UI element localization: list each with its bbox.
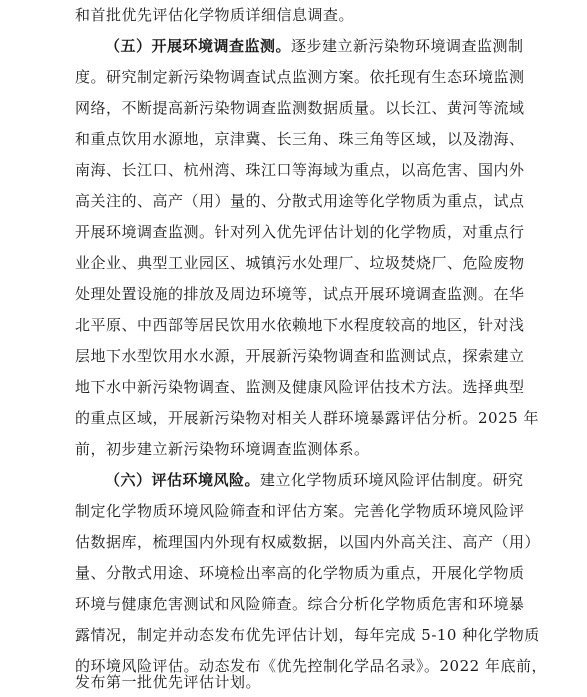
paragraph-line — [75, 248, 525, 278]
line-text: 层地下水型饮用水水源，开展新污染物调查和监测试点，探索建立 — [75, 347, 525, 365]
paragraph-line — [75, 434, 515, 464]
section-heading-6: （六）评估环境风险。 — [105, 471, 261, 489]
paragraph-line — [75, 217, 525, 247]
line-text: 北平原、中西部等居民饮用水依赖地下水程度较高的地区，针对浅 — [75, 316, 525, 334]
line-text: 和首批优先评估化学物质详细信息调查。 — [75, 6, 355, 24]
paragraph-line — [75, 620, 540, 650]
paragraph-line — [75, 279, 525, 309]
paragraph-line — [75, 341, 525, 371]
line-text: 地下水中新污染物调查、监测及健康风险评估技术方法。选择典型 — [75, 378, 525, 396]
line-text: 和重点饮用水源地，京津冀、长三角、珠三角等区域，以及渤海、 — [75, 130, 525, 148]
paragraph-line — [75, 527, 541, 557]
line-text: 业企业、典型工业园区、城镇污水处理厂、垃圾焚烧厂、危险废物 — [75, 254, 525, 272]
line-text: 开展环境调查监测。针对列入优先评估计划的化学物质，对重点行 — [75, 223, 525, 241]
section-heading-5: （五）开展环境调查监测。 — [105, 37, 292, 55]
line-text: 前，初步建立新污染物环境调查监测体系。 — [75, 440, 370, 458]
paragraph-line — [75, 667, 515, 697]
paragraph-line — [75, 0, 515, 30]
paragraph-line — [75, 558, 525, 588]
line-text: 发布第一批优先评估计划。 — [75, 673, 262, 691]
paragraph-line — [75, 124, 525, 154]
line-text: 估数据库，梳理国内外现有权威数据，以国内外高关注、高产（用） — [75, 533, 541, 551]
line-text: 制定化学物质环境风险筛查和评估方案。完善化学物质环境风险评 — [75, 502, 525, 520]
section-heading-line — [105, 465, 524, 495]
paragraph-line — [75, 496, 525, 526]
line-text: 网络，不断提高新污染物调查监测数据质量。以长江、黄河等流域 — [75, 99, 525, 117]
line-text: 南海、长江口、杭州湾、珠江口等海域为重点，以高危害、国内外 — [75, 161, 525, 179]
paragraph-line — [75, 62, 525, 92]
line-text: 逐步建立新污染物环境调查监测制 — [291, 37, 524, 55]
paragraph-line — [75, 403, 539, 433]
paragraph-line — [75, 589, 525, 619]
line-text: 的环境风险评估。动态发布《优先控制化学品名录》。2022 年底前， — [75, 657, 547, 675]
line-text: 的重点区域，开展新污染物对相关人群环境暴露评估分析。2025 年 — [75, 409, 539, 427]
line-text: 高关注的、高产（用）量的、分散式用途等化学物质为重点，试点 — [75, 192, 525, 210]
paragraph-line — [75, 155, 525, 185]
line-text: 露情况，制定并动态发布优先评估计划，每年完成 5-10 种化学物质 — [75, 626, 540, 644]
line-text: 建立化学物质环境风险评估制度。研究 — [260, 471, 524, 489]
paragraph-line — [75, 310, 525, 340]
paragraph-line — [75, 93, 525, 123]
paragraph-line — [75, 372, 525, 402]
line-text: 处理处置设施的排放及周边环境等，试点开展环境调查监测。在华 — [75, 285, 525, 303]
paragraph-line — [75, 186, 525, 216]
line-text: 量、分散式用途、环境检出率高的化学物质为重点，开展化学物质 — [75, 564, 525, 582]
line-text: 度。研究制定新污染物调查试点监测方案。依托现有生态环境监测 — [75, 68, 525, 86]
section-heading-line — [105, 31, 524, 61]
line-text: 环境与健康危害测试和风险筛查。综合分析化学物质危害和环境暴 — [75, 595, 525, 613]
